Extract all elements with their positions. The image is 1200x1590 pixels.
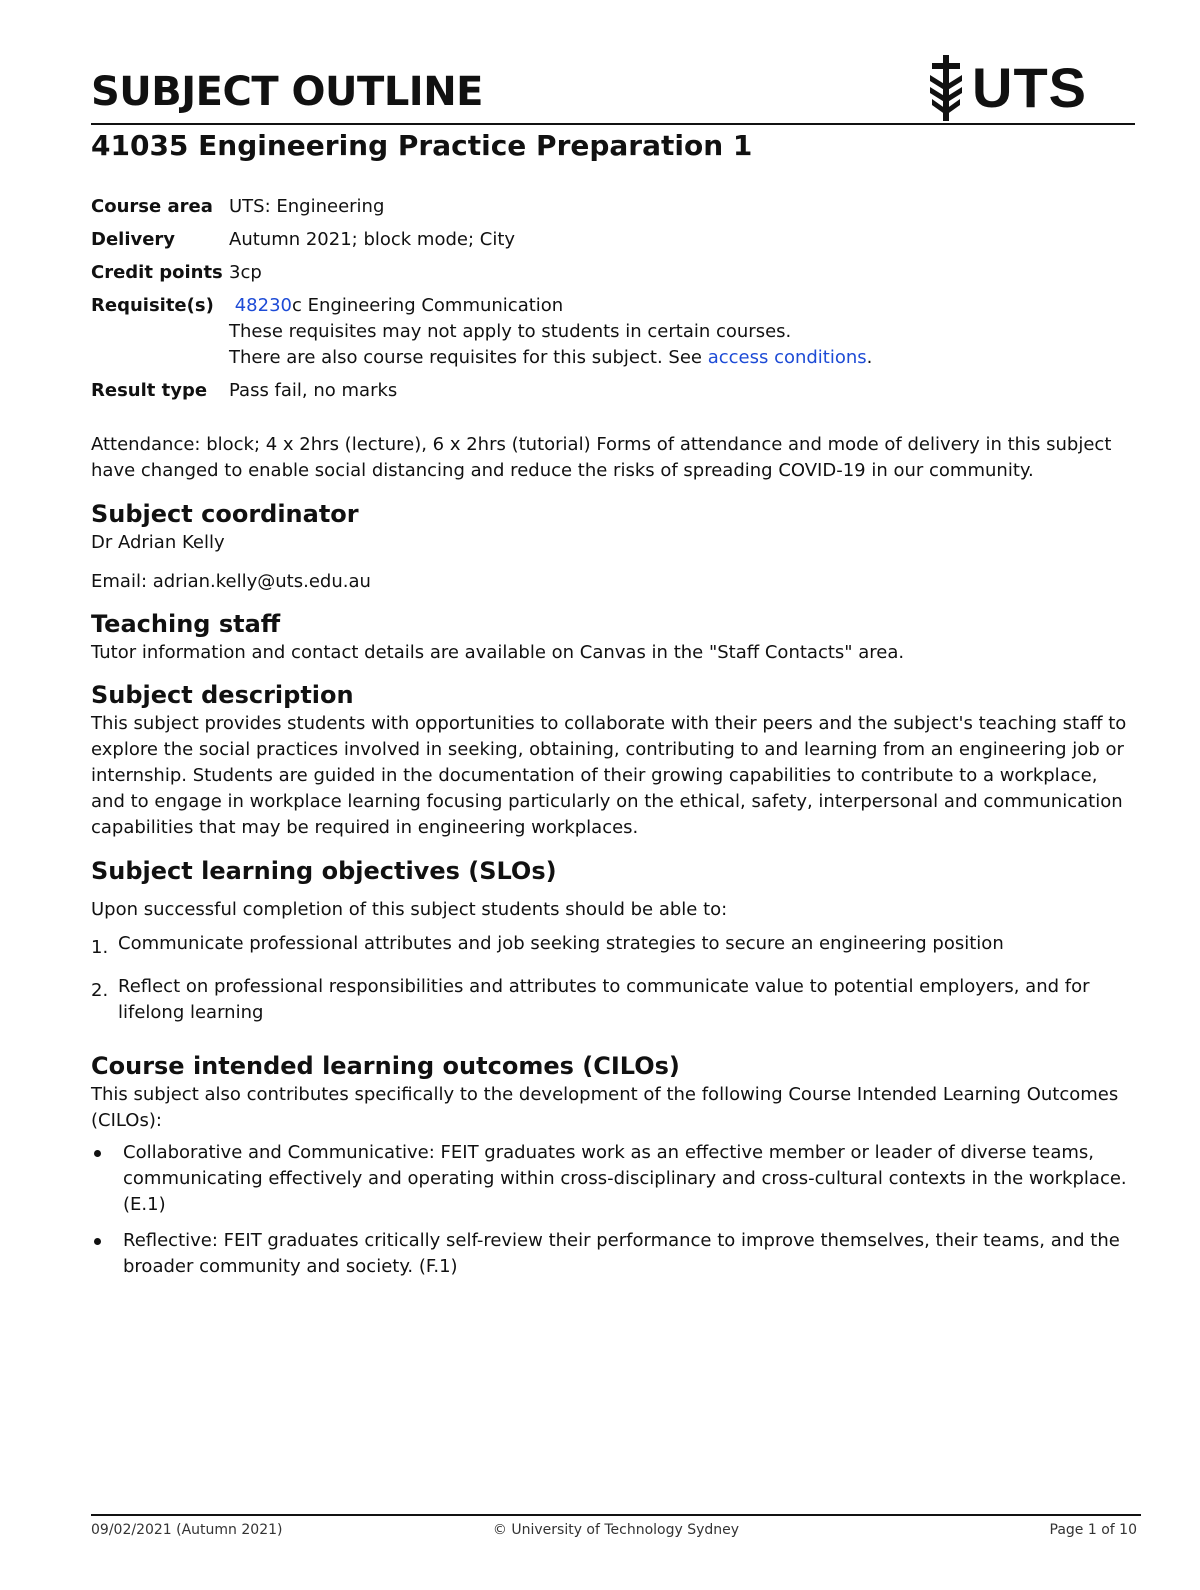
meta-value: Pass fail, no marks [229,380,398,401]
coordinator-email: Email: adrian.kelly@uts.edu.au [91,571,371,592]
list-item [91,1140,1131,1218]
teaching-staff-text: Tutor information and contact details are available on Canvas in the "Staff Contacts" area. [91,642,905,663]
slo-intro: Upon successful completion of this subject students should be able to: [91,899,728,920]
footer-divider [91,1514,1141,1516]
coordinator-section [91,498,1131,595]
meta-row-credit-points [91,260,1091,286]
list-item-text: Collaborative and Communicative: FEIT graduates work as an effective member or leader of diverse teams, communicating effectively and operating within cross-disciplinary and cross-cultural contexts in the workplace. (E.1) [123,1142,1127,1215]
teaching-staff-section [91,608,1131,666]
list-item [91,931,1131,961]
bullet-icon [91,1140,123,1218]
meta-value [229,293,1091,371]
description-section [91,679,1131,841]
coordinator-heading: Subject coordinator [91,500,359,528]
description-text: This subject provides students with opportunities to collaborate with their peers and the subject's teaching staff to explore the social practices involved in seeking, obtaining, contributing to and learning from an engineering job or internship. Students are guided in the documentation of their growing capabilities to contribute to a workplace, and to engage in workplace learning focusing particularly on the ethical, safety, interpersonal and communication capabilities that may be required in engineering workplaces. [91,713,1127,838]
document-title: SUBJECT OUTLINE [91,69,483,115]
cilo-intro: This subject also contributes specifically to the development of the following Course Intended Learning Outcomes (CILOs): [91,1084,1119,1131]
list-item [91,974,1131,1026]
slo-list [91,931,1131,1026]
teaching-staff-heading: Teaching staff [91,610,281,638]
list-item-text: Reflective: FEIT graduates critically self-review their performance to improve themselves, their teams, and the broader community and society. (F.1) [123,1230,1120,1277]
meta-label: Credit points [91,262,223,283]
requisite-code-link[interactable]: 48230 [234,295,292,316]
meta-value: 3cp [229,262,262,283]
attendance-section [91,432,1131,484]
logo-text: UTS [972,56,1087,119]
uts-logo [926,54,1087,122]
attendance-text: Attendance: block; 4 x 2hrs (lecture), 6 x 2hrs (tutorial) Forms of attendance and mode of delivery in this subject have changed to enable social distancing and reduce the risks of spreading COVID-19 in our community. [91,434,1112,481]
coordinator-name: Dr Adrian Kelly [91,532,225,553]
requisite-note-prefix: There are also course requisites for this subject. See [229,347,708,368]
subject-title: 41035 Engineering Practice Preparation 1 [91,129,753,162]
meta-row-requisites [91,293,1091,371]
meta-label: Course area [91,196,213,217]
footer-copyright: © University of Technology Sydney [492,1522,740,1538]
footer-page-number: Page 1 of 10 [1049,1522,1137,1538]
cilo-heading: Course intended learning outcomes (CILOs) [91,1052,680,1080]
subject-meta-table [91,194,1091,411]
requisite-note-suffix: . [866,347,873,368]
footer-date: 09/02/2021 (Autumn 2021) [91,1522,283,1538]
requisite-note: These requisites may not apply to students in certain courses. [229,321,792,342]
cilo-list [91,1140,1131,1280]
slo-heading: Subject learning objectives (SLOs) [91,857,557,885]
meta-label: Result type [91,380,208,401]
access-conditions-link[interactable]: access conditions [707,347,867,368]
header-divider [91,123,1135,125]
list-number: 2. [91,980,109,1001]
list-number: 1. [91,937,109,958]
meta-row-course-area [91,194,1091,220]
meta-label: Delivery [91,229,176,250]
list-item-text: Communicate professional attributes and job seeking strategies to secure an engineering position [118,933,1004,954]
list-item-text: Reflect on professional responsibilities and attributes to communicate value to potential employers, and for lifelong learning [118,976,1090,1023]
meta-value: UTS: Engineering [229,196,385,217]
meta-row-result-type [91,378,1091,404]
meta-value: Autumn 2021; block mode; City [229,229,516,250]
cilo-section [91,1050,1131,1290]
meta-row-delivery [91,227,1091,253]
slo-section [91,855,1131,1039]
list-item [91,1228,1131,1280]
meta-label: Requisite(s) [91,295,214,316]
description-heading: Subject description [91,681,354,709]
uts-crest-icon [926,55,966,121]
requisite-name: c Engineering Communication [292,295,564,316]
bullet-icon [91,1228,123,1280]
